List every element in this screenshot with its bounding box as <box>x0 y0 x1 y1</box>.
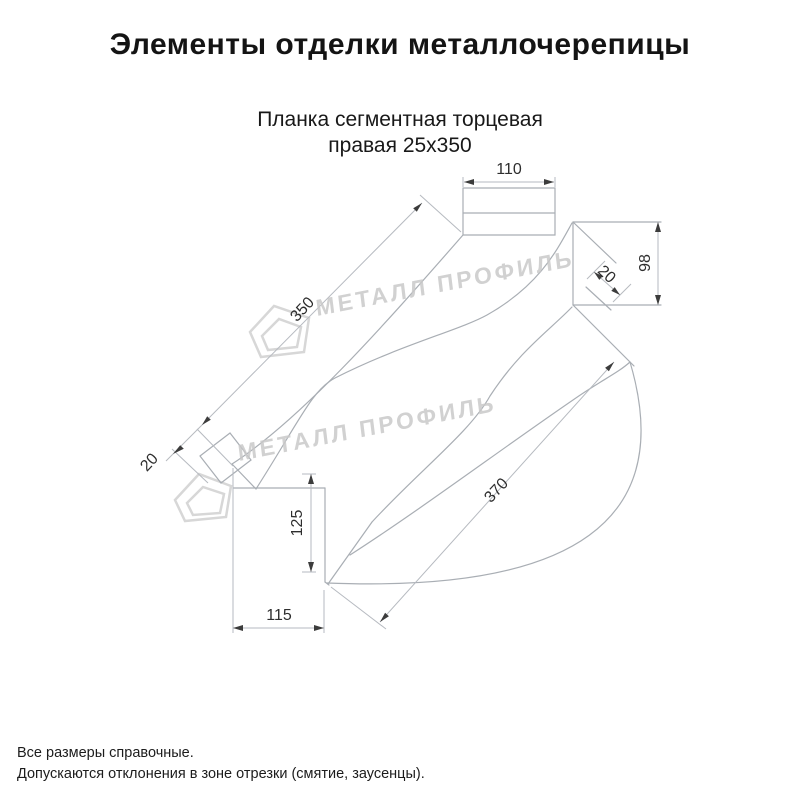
dim-bottom-width: 115 <box>266 607 292 624</box>
dim-bottom-length: 370 <box>481 475 512 507</box>
dim-face-length: 350 <box>287 294 318 326</box>
dim-bottom-height: 125 <box>289 509 306 537</box>
product-name-line1: Планка сегментная торцевая <box>257 108 543 131</box>
footer-note-2: Допускаются отклонения в зоне отрезки (смятие, заусенцы). <box>17 766 425 782</box>
page-title: Элементы отделки металлочерепицы <box>109 28 691 61</box>
watermark-text-bottom: МЕТАЛЛ ПРОФИЛЬ <box>236 389 498 466</box>
watermark-text-top: МЕТАЛЛ ПРОФИЛЬ <box>314 244 576 321</box>
dim-left-fold: 20 <box>137 450 162 475</box>
dim-top-width: 110 <box>496 161 522 178</box>
product-name-line2: правая 25х350 <box>328 134 472 157</box>
footer-note-1: Все размеры справочные. <box>17 745 194 761</box>
footer-notes <box>17 743 425 785</box>
dim-right-fold: 20 <box>594 262 619 287</box>
dim-end-height: 98 <box>637 254 654 272</box>
